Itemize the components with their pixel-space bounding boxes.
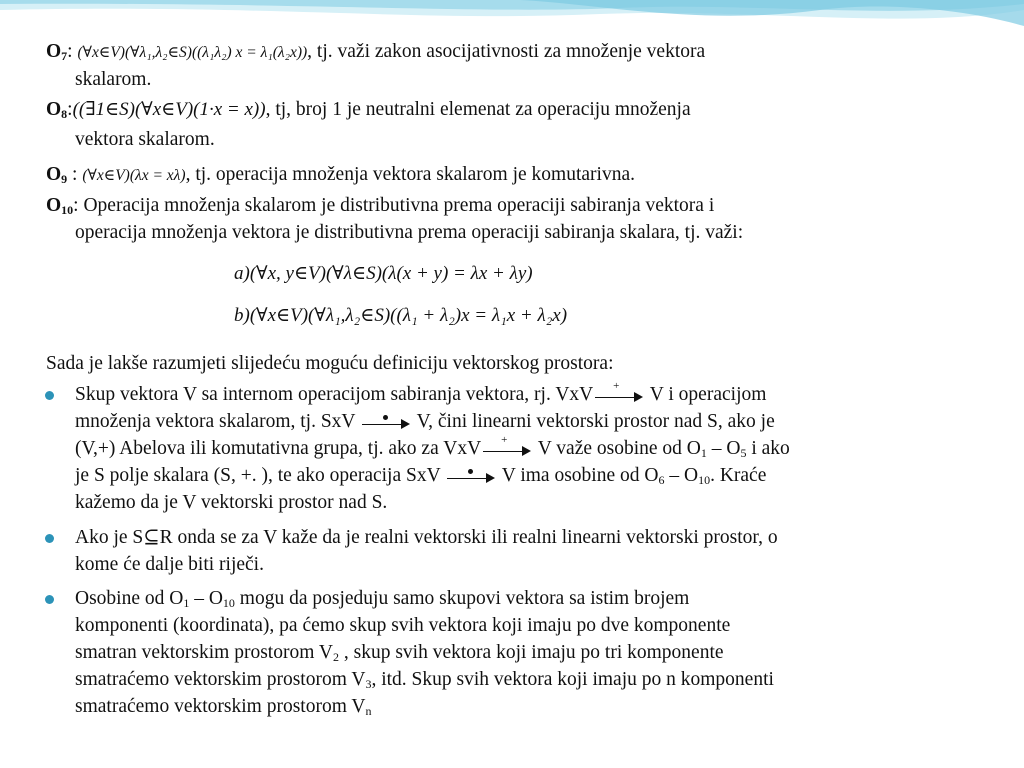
- property-o8: $O_8:((\exists 1\in S)(\forall x\in V)(1\cdot x = x))$, tj, broj 1 je neutralni elemenat za operaciju množenja: [46, 99, 691, 121]
- o8-formula: ((∃1∈S)(∀x∈V)(1·x = x)): [72, 99, 266, 120]
- bullet-marker: [45, 391, 54, 400]
- o7-label: $O_7$: [46, 41, 68, 63]
- bullet-1-line-1: Skup vektora V sa internom operacijom sabiranja vektora, rj. VxV + V i operacijom: [75, 379, 767, 405]
- bullet-2-line-2: kome će dalje biti riječi.: [75, 554, 264, 575]
- o10-text-1: : Operacija množenja skalarom je distributivna prema operaciji sabiranja vektora i: [73, 195, 715, 216]
- o10-formula-a: a)(∀x, y∈V)(∀λ∈S)(λ(x + y) = λx + λy): [234, 263, 533, 284]
- o10-text-2: operacija množenja vektora je distributivna prema operaciji sabiranja skalara, tj. važi:: [75, 222, 744, 243]
- plus-arrow: +: [595, 386, 643, 406]
- o7-formula: (∀x∈V)(∀λ₁,λ₂∈S)((λ₁λ₂) x = λ₁(λ₂x)): [77, 44, 308, 61]
- plus-arrow: +: [483, 440, 531, 460]
- bullet-1-line-3: (V,+) Abelova ili komutativna grupa, tj. ako za VxV + V važe osobine od $O_1 - O_5$ i ako: [75, 433, 790, 460]
- property-o9: $O_9$ : (∀x∈V)(λx = xλ), tj. operacija množenja vektora skalarom je komutarivna.: [46, 164, 635, 186]
- bullet-3-line-3: smatran vektorskim prostorom $V_2$ , skup svih vektora koji imaju po tri komponente: [75, 642, 724, 664]
- property-o10: [46, 194, 714, 218]
- bullet-1-line-5: kažemo da je V vektorski prostor nad S.: [75, 492, 388, 513]
- subset-symbol: ⊆: [143, 527, 160, 548]
- bullet-1-line-4: je S polje skalara (S, +. ), te ako operacija SxV V ima osobine od $O_6 - O_{10}$. Kraće: [75, 465, 767, 487]
- bullet-marker: [45, 534, 54, 543]
- bullet-1-line-2: množenja vektora skalarom, tj. SxV V, čini linearni vektorski prostor nad S, ako je: [75, 411, 775, 432]
- o9-formula: (∀x∈V)(λx = xλ): [82, 167, 186, 184]
- bullet-3-line-4: smatraćemo vektorskim prostorom $V_3$, itd. Skup svih vektora koji imaju po n komponenti: [75, 669, 774, 691]
- dot-arrow: [362, 413, 410, 433]
- o10-formula-b: b)(∀x∈V)(∀λ₁,λ₂∈S)((λ₁ + λ₂)x = λ₁x + λ₂x): [234, 305, 568, 326]
- bullet-3-line-2: komponenti (koordinata), pa ćemo skup svih vektora koji imaju po dve komponente: [75, 615, 731, 636]
- o8-label: $O_8$: [46, 99, 68, 121]
- o9-label: $O_9$: [46, 164, 68, 186]
- o8-text-2: vektora skalarom.: [75, 129, 215, 150]
- o8-text-1: , tj, broj 1 je neutralni elemenat za operaciju množenja: [265, 99, 691, 120]
- bullet-3-line-5: smatraćemo vektorskim prostorom $V_n$: [75, 696, 372, 718]
- o10-label: $O_{10}$: [46, 195, 74, 217]
- dot-arrow: [447, 467, 495, 487]
- o7-text-2: skalarom.: [75, 69, 152, 90]
- bullet-marker: [45, 595, 54, 604]
- bullet-2-line-1: Ako je S⊆R onda se za V kaže da je realni vektorski ili realni linearni vektorski prostor, o: [75, 527, 778, 548]
- property-o7: $O_7$: (∀x∈V)(∀λ₁,λ₂∈S)((λ₁λ₂) x = λ₁(λ₂x)), tj. važi zakon asocijativnosti za množenje vektora: [46, 41, 706, 63]
- o9-text: , tj. operacija množenja vektora skalarom je komutarivna.: [185, 164, 635, 185]
- bullet-3-line-1: Osobine od $O_1 - O_{10}$ mogu da posjeduju samo skupovi vektora sa istim brojem: [75, 588, 690, 610]
- intro-text: Sada je lakše razumjeti slijedeću moguću definiciju vektorskog prostora:: [46, 353, 614, 374]
- o7-text-1: , tj. važi zakon asocijativnosti za množenje vektora: [307, 41, 706, 62]
